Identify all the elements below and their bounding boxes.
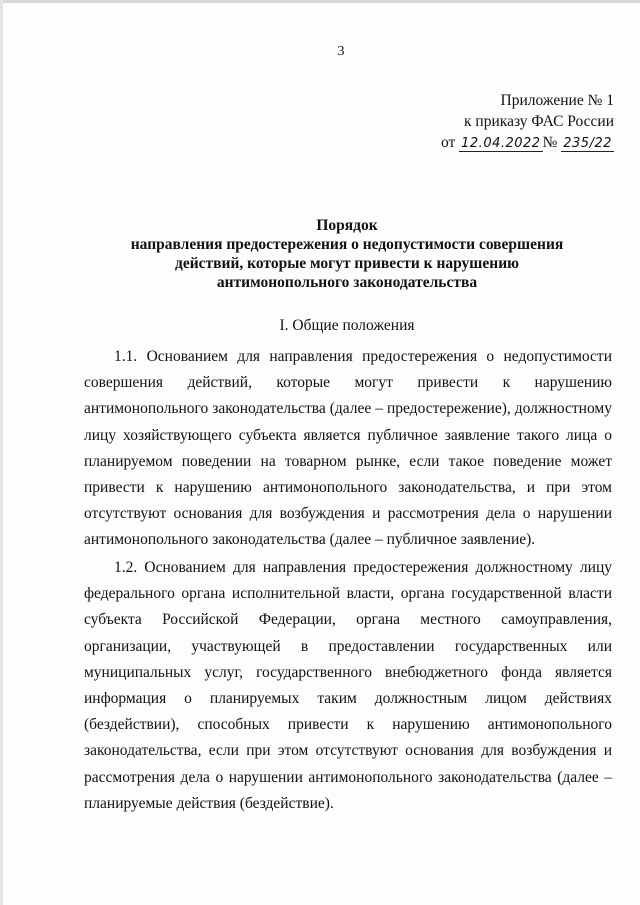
- title-line-4: антимонопольного законодательства: [216, 274, 478, 291]
- document-title: [40, 216, 640, 292]
- page-number: 3: [337, 44, 345, 59]
- paragraph-1-1-text: 1.1. Основанием для направления предостережения о недопустимости совершения действий, которые могут привести к нарушению антимонопольного законодательства (далее – предостережение), должностному лицу хозяйствующего субъекта является публичное заявление такого лица о планируемом поведении на товарном рынке, если такое поведение может привести к нарушению антимонопольного законодательства, и при этом отсутствуют основания для возбуждения и рассмотрения дела о нарушении антимонопольного законодательства (далее – публичное заявление).: [84, 348, 612, 549]
- scan-edge-top: [0, 0, 640, 3]
- section-heading: I. Общие положения: [279, 317, 415, 334]
- title-line-2: направления предостережения о недопустимости совершения: [130, 236, 564, 253]
- handwritten-order-number: 235/22: [563, 136, 612, 151]
- appendix-title: Приложение № 1: [500, 92, 614, 109]
- paragraph-1-2: [84, 555, 612, 817]
- from-prefix: от: [440, 134, 456, 151]
- paragraph-1-1: [84, 344, 612, 554]
- appendix-date-number-line: [441, 132, 614, 153]
- title-line-3: действий, которые могут привести к нарушению: [175, 255, 519, 272]
- handwritten-date: 12.04.2022: [461, 136, 541, 151]
- title-line-1: Порядок: [316, 217, 378, 234]
- number-prefix: №: [542, 134, 558, 151]
- paragraph-1-2-text: 1.2. Основанием для направления предостережения должностному лицу федерального органа исполнительной власти, органа государственной власти субъекта Российской Федерации, органа местного самоуправления, организации, участвующей в предоставлении государственных или муниципальных услуг, государственного внебюджетного фонда является информация о планируемых таким должностным лицом действиях (бездействии), способных привести к нарушению антимонопольного законодательства, если при этом отсутствуют основания для возбуждения и рассмотрения дела о нарушении антимонопольного законодательства (далее – планируемые действия (бездействие).: [84, 559, 612, 812]
- scan-edge-left: [0, 0, 3, 905]
- appendix-order-reference: к приказу ФАС России: [464, 113, 614, 130]
- appendix-block: [441, 90, 614, 153]
